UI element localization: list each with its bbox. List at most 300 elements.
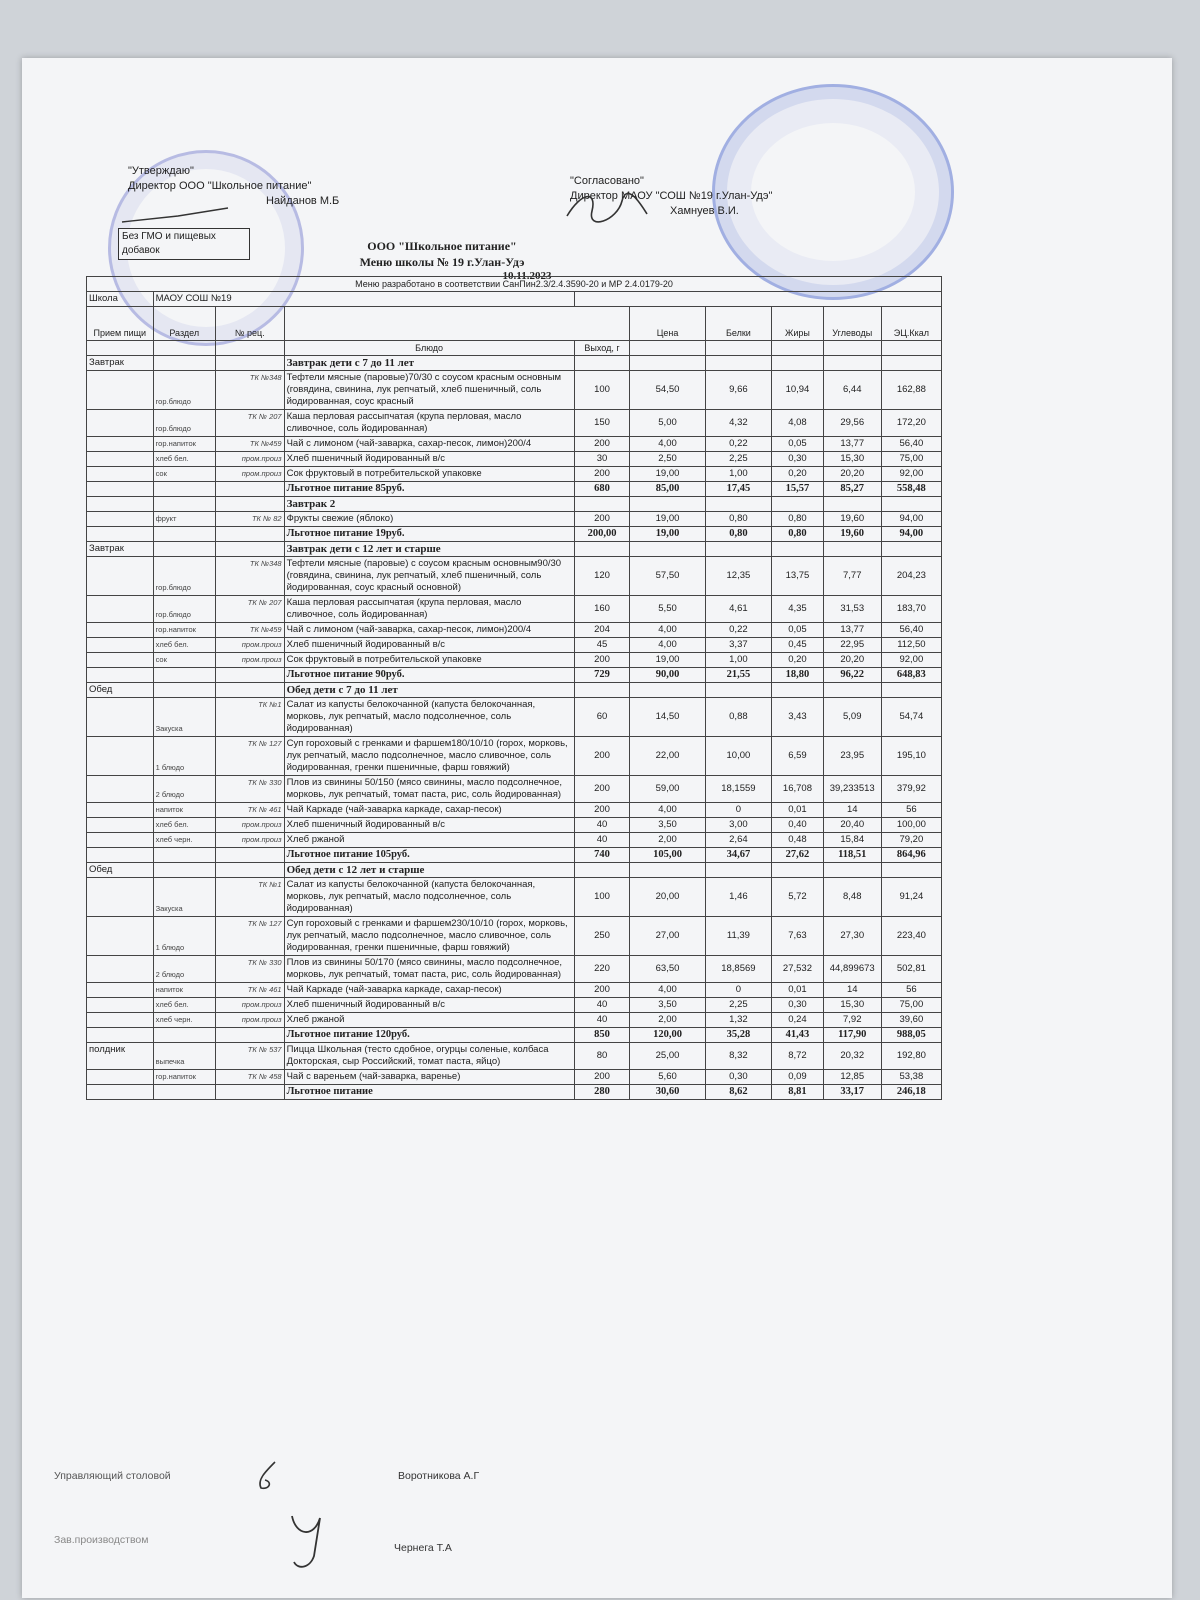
dish-name: Фрукты свежие (яблоко)	[284, 512, 574, 527]
dish-kcal: 192,80	[881, 1043, 941, 1070]
dish-section: хлеб бел.	[153, 818, 215, 833]
dish-row	[87, 452, 942, 467]
dish-recipe: ТК №459	[215, 437, 284, 452]
dish-section: 2 блюдо	[153, 776, 215, 803]
dish-fat: 0,45	[772, 638, 824, 653]
dish-protein: 0	[705, 983, 772, 998]
total-row	[87, 1028, 942, 1043]
dish-row	[87, 803, 942, 818]
dish-protein: 18,8569	[705, 956, 772, 983]
dish-carbs: 15,30	[823, 998, 881, 1013]
dish-name: Чай с лимоном (чай-заварка, сахар-песок, лимон)200/4	[284, 437, 574, 452]
total-label: Льготное питание 90руб.	[284, 668, 574, 683]
dish-output: 40	[574, 1013, 630, 1028]
dish-protein: 0,80	[705, 512, 772, 527]
dish-kcal: 502,81	[881, 956, 941, 983]
dish-fat: 16,708	[772, 776, 824, 803]
dish-price: 22,00	[630, 737, 705, 776]
dish-fat: 0,30	[772, 998, 824, 1013]
dish-name: Хлеб пшеничный йодированный в/с	[284, 818, 574, 833]
dish-section: напиток	[153, 983, 215, 998]
total-carbs: 118,51	[823, 848, 881, 863]
total-price: 85,00	[630, 482, 705, 497]
total-output: 729	[574, 668, 630, 683]
dish-price: 3,50	[630, 818, 705, 833]
dish-fat: 0,48	[772, 833, 824, 848]
dish-fat: 10,94	[772, 371, 824, 410]
dish-output: 200	[574, 512, 630, 527]
dish-protein: 1,46	[705, 878, 772, 917]
dish-carbs: 5,09	[823, 698, 881, 737]
dish-fat: 0,40	[772, 818, 824, 833]
dish-protein: 1,00	[705, 653, 772, 668]
school-row	[87, 292, 942, 307]
dish-name: Чай Каркаде (чай-заварка каркаде, сахар-песок)	[284, 983, 574, 998]
recipe-cell	[215, 482, 284, 497]
total-output: 680	[574, 482, 630, 497]
total-fat: 15,57	[772, 482, 824, 497]
dish-fat: 27,532	[772, 956, 824, 983]
dish-name: Хлеб пшеничный йодированный в/с	[284, 998, 574, 1013]
empty-cell	[630, 356, 705, 371]
empty-cell	[630, 542, 705, 557]
recipe-cell	[215, 848, 284, 863]
total-price: 90,00	[630, 668, 705, 683]
manager-signature	[247, 1458, 287, 1494]
dish-protein: 1,32	[705, 1013, 772, 1028]
dish-fat: 8,72	[772, 1043, 824, 1070]
col-price: Цена	[630, 307, 705, 341]
dish-fat: 0,80	[772, 512, 824, 527]
meal-cell	[87, 818, 154, 833]
dish-carbs: 8,48	[823, 878, 881, 917]
dish-kcal: 39,60	[881, 1013, 941, 1028]
dish-output: 200	[574, 803, 630, 818]
column-header-row	[87, 307, 942, 341]
dish-price: 63,50	[630, 956, 705, 983]
menu-table-wrap	[86, 276, 942, 1100]
dish-recipe: пром.произ	[215, 467, 284, 482]
dish-fat: 4,35	[772, 596, 824, 623]
meal-cell	[87, 497, 154, 512]
dish-price: 4,00	[630, 437, 705, 452]
dish-protein: 3,00	[705, 818, 772, 833]
empty-cell	[772, 542, 824, 557]
dish-output: 100	[574, 878, 630, 917]
total-price: 120,00	[630, 1028, 705, 1043]
dish-name: Каша перловая рассыпчатая (крупа перловая, масло сливочное, соль йодированная)	[284, 596, 574, 623]
dish-kcal: 75,00	[881, 452, 941, 467]
dish-price: 57,50	[630, 557, 705, 596]
col-recipe: № рец.	[215, 307, 284, 341]
empty-cell	[574, 356, 630, 371]
meal-cell	[87, 638, 154, 653]
dish-section: хлеб черн.	[153, 1013, 215, 1028]
dish-section: гор.блюдо	[153, 410, 215, 437]
empty-cell	[705, 542, 772, 557]
column-subheader-row	[87, 341, 942, 356]
dish-carbs: 20,40	[823, 818, 881, 833]
col-dish: Блюдо	[284, 341, 574, 356]
meal-cell	[87, 557, 154, 596]
dish-protein: 1,00	[705, 467, 772, 482]
dish-recipe: пром.произ	[215, 998, 284, 1013]
dish-row	[87, 623, 942, 638]
dish-carbs: 6,44	[823, 371, 881, 410]
dish-recipe: пром.произ	[215, 833, 284, 848]
dish-protein: 3,37	[705, 638, 772, 653]
total-kcal: 648,83	[881, 668, 941, 683]
meal-cell	[87, 653, 154, 668]
dish-recipe: пром.произ	[215, 638, 284, 653]
section-cell	[153, 668, 215, 683]
dish-carbs: 39,233513	[823, 776, 881, 803]
section-heading: Завтрак дети с 12 лет и старше	[284, 542, 574, 557]
dish-price: 25,00	[630, 1043, 705, 1070]
section-heading: Завтрак 2	[284, 497, 574, 512]
dish-fat: 3,43	[772, 698, 824, 737]
dish-section: фрукт	[153, 512, 215, 527]
dish-kcal: 183,70	[881, 596, 941, 623]
dish-protein: 2,25	[705, 452, 772, 467]
menu-table-body	[87, 277, 942, 1100]
no-gmo-line1: Без ГМО и пищевых	[122, 231, 216, 242]
meal-cell	[87, 1085, 154, 1100]
dish-fat: 0,20	[772, 653, 824, 668]
empty-cell	[823, 542, 881, 557]
dish-kcal: 94,00	[881, 512, 941, 527]
recipe-cell	[215, 497, 284, 512]
dish-carbs: 31,53	[823, 596, 881, 623]
agree-name: Хамнуев В.И.	[670, 205, 739, 217]
dish-fat: 0,05	[772, 437, 824, 452]
dish-section: гор.напиток	[153, 623, 215, 638]
section-cell	[153, 527, 215, 542]
approve-name: Найданов М.Б	[266, 195, 340, 207]
dish-recipe: ТК №348	[215, 557, 284, 596]
director-signature	[562, 186, 652, 226]
dish-price: 3,50	[630, 998, 705, 1013]
total-carbs: 85,27	[823, 482, 881, 497]
dish-kcal: 91,24	[881, 878, 941, 917]
dish-recipe: ТК №1	[215, 878, 284, 917]
dish-carbs: 7,92	[823, 1013, 881, 1028]
dish-output: 40	[574, 833, 630, 848]
total-protein: 8,62	[705, 1085, 772, 1100]
dish-carbs: 13,77	[823, 623, 881, 638]
empty-cell	[630, 863, 705, 878]
dish-kcal: 112,50	[881, 638, 941, 653]
dish-name: Чай Каркаде (чай-заварка каркаде, сахар-песок)	[284, 803, 574, 818]
section-cell	[153, 356, 215, 371]
dish-output: 200	[574, 776, 630, 803]
dish-carbs: 20,20	[823, 653, 881, 668]
dish-fat: 0,05	[772, 623, 824, 638]
total-label: Льготное питание 105руб.	[284, 848, 574, 863]
dish-name: Сок фруктовый в потребительской упаковке	[284, 653, 574, 668]
menu-title: Меню школы № 19 г.Улан-Удэ	[359, 255, 525, 269]
approver-signature	[118, 198, 238, 228]
dish-row	[87, 818, 942, 833]
dish-section: хлеб бел.	[153, 452, 215, 467]
meal-cell	[87, 1070, 154, 1085]
empty-cell	[772, 863, 824, 878]
total-fat: 41,43	[772, 1028, 824, 1043]
dish-carbs: 14	[823, 803, 881, 818]
empty-cell	[772, 497, 824, 512]
total-output: 850	[574, 1028, 630, 1043]
dish-row	[87, 878, 942, 917]
total-output: 200,00	[574, 527, 630, 542]
dish-recipe: ТК № 127	[215, 917, 284, 956]
dish-section: хлеб черн.	[153, 833, 215, 848]
dish-recipe: ТК № 207	[215, 596, 284, 623]
dish-fat: 0,24	[772, 1013, 824, 1028]
empty-cell	[881, 542, 941, 557]
dish-name: Хлеб ржаной	[284, 1013, 574, 1028]
dish-output: 220	[574, 956, 630, 983]
total-row	[87, 848, 942, 863]
dish-protein: 0,30	[705, 1070, 772, 1085]
dish-carbs: 12,85	[823, 1070, 881, 1085]
dish-recipe: ТК № 461	[215, 983, 284, 998]
dish-row	[87, 956, 942, 983]
approve-title: "Утверждаю"	[128, 165, 194, 177]
total-protein: 17,45	[705, 482, 772, 497]
total-fat: 8,81	[772, 1085, 824, 1100]
dish-name: Хлеб пшеничный йодированный в/с	[284, 638, 574, 653]
dish-recipe: ТК № 458	[215, 1070, 284, 1085]
total-price: 30,60	[630, 1085, 705, 1100]
dish-price: 19,00	[630, 467, 705, 482]
dish-protein: 10,00	[705, 737, 772, 776]
dish-section: хлеб бел.	[153, 998, 215, 1013]
total-kcal: 94,00	[881, 527, 941, 542]
meal-label: Обед	[87, 863, 154, 878]
meal-cell	[87, 668, 154, 683]
dish-recipe: ТК № 537	[215, 1043, 284, 1070]
meal-cell	[87, 878, 154, 917]
dish-name: Сок фруктовый в потребительской упаковке	[284, 467, 574, 482]
dish-section: Закуска	[153, 698, 215, 737]
total-fat: 18,80	[772, 668, 824, 683]
dish-row	[87, 1070, 942, 1085]
note-row	[87, 277, 942, 292]
dish-protein: 2,64	[705, 833, 772, 848]
dish-fat: 13,75	[772, 557, 824, 596]
col-meal: Прием пищи	[87, 307, 154, 341]
dish-price: 4,00	[630, 803, 705, 818]
dish-name: Чай с лимоном (чай-заварка, сахар-песок, лимон)200/4	[284, 623, 574, 638]
empty-cell	[705, 497, 772, 512]
dish-name: Тефтели мясные (паровые)70/30 с соусом красным основным (говядина, свинина, лук репчатый, хлеб пшеничный, соль йодированная, соус красный	[284, 371, 574, 410]
dish-output: 200	[574, 983, 630, 998]
dish-kcal: 195,10	[881, 737, 941, 776]
total-protein: 35,28	[705, 1028, 772, 1043]
dish-output: 40	[574, 998, 630, 1013]
dish-fat: 0,30	[772, 452, 824, 467]
recipe-cell	[215, 683, 284, 698]
col-protein: Белки	[705, 307, 772, 341]
dish-recipe: ТК № 82	[215, 512, 284, 527]
dish-row	[87, 776, 942, 803]
meal-label: Завтрак	[87, 356, 154, 371]
section-cell	[153, 497, 215, 512]
school-value: МАОУ СОШ №19	[153, 292, 574, 307]
dish-price: 19,00	[630, 512, 705, 527]
meal-cell	[87, 776, 154, 803]
total-fat: 0,80	[772, 527, 824, 542]
section-heading-row	[87, 683, 942, 698]
dish-carbs: 20,32	[823, 1043, 881, 1070]
dish-recipe: ТК № 207	[215, 410, 284, 437]
dish-kcal: 92,00	[881, 467, 941, 482]
dish-price: 5,60	[630, 1070, 705, 1085]
empty-cell	[881, 356, 941, 371]
dish-recipe: ТК №1	[215, 698, 284, 737]
menu-table	[86, 276, 942, 1100]
meal-cell	[87, 623, 154, 638]
empty-cell	[881, 863, 941, 878]
section-heading-row	[87, 542, 942, 557]
total-carbs: 19,60	[823, 527, 881, 542]
dish-price: 4,00	[630, 983, 705, 998]
manager-label: Управляющий столовой	[54, 1470, 171, 1482]
total-kcal: 246,18	[881, 1085, 941, 1100]
col-output: Выход, г	[574, 341, 630, 356]
meal-cell	[87, 833, 154, 848]
dish-price: 5,50	[630, 596, 705, 623]
col-carbs: Углеводы	[823, 307, 881, 341]
section-cell	[153, 1085, 215, 1100]
dish-row	[87, 1013, 942, 1028]
dish-recipe: пром.произ	[215, 818, 284, 833]
dish-name: Тефтели мясные (паровые) с соусом красным основным90/30 (говядина, свинина, лук репчатый, хлеб пшеничный, соль йодированная, соус красный основной)	[284, 557, 574, 596]
empty-cell	[574, 683, 630, 698]
dish-carbs: 29,56	[823, 410, 881, 437]
dish-output: 150	[574, 410, 630, 437]
dish-section: сок	[153, 653, 215, 668]
dish-row	[87, 596, 942, 623]
section-heading-row	[87, 497, 942, 512]
dish-recipe: ТК № 461	[215, 803, 284, 818]
total-carbs: 117,90	[823, 1028, 881, 1043]
dish-carbs: 13,77	[823, 437, 881, 452]
dish-recipe: пром.произ	[215, 653, 284, 668]
approve-position: Директор ООО "Школьное питание"	[128, 180, 312, 192]
dish-carbs: 15,84	[823, 833, 881, 848]
dish-name: Хлеб ржаной	[284, 833, 574, 848]
total-output: 740	[574, 848, 630, 863]
dish-carbs: 22,95	[823, 638, 881, 653]
dish-carbs: 20,20	[823, 467, 881, 482]
dish-row	[87, 638, 942, 653]
dish-output: 200	[574, 437, 630, 452]
recipe-cell	[215, 527, 284, 542]
dish-output: 200	[574, 1070, 630, 1085]
dish-section: Закуска	[153, 878, 215, 917]
dish-recipe: ТК №459	[215, 623, 284, 638]
menu-date: 10.11.2023	[502, 270, 552, 282]
meal-cell	[87, 437, 154, 452]
dish-row	[87, 557, 942, 596]
dish-kcal: 100,00	[881, 818, 941, 833]
empty-cell	[574, 497, 630, 512]
developed-note: Меню разработано в соответствии СанПин2.3/2.4.3590-20 и МР 2.4.0179-20	[87, 277, 942, 292]
recipe-cell	[215, 1028, 284, 1043]
menu-document-page	[22, 58, 1172, 1598]
dish-carbs: 23,95	[823, 737, 881, 776]
agree-position: Директор МАОУ "СОШ №19 г.Улан-Удэ"	[570, 190, 773, 202]
dish-protein: 9,66	[705, 371, 772, 410]
dish-price: 2,00	[630, 833, 705, 848]
meal-cell	[87, 803, 154, 818]
dish-price: 2,50	[630, 452, 705, 467]
meal-cell	[87, 848, 154, 863]
dish-output: 40	[574, 818, 630, 833]
dish-protein: 12,35	[705, 557, 772, 596]
dish-protein: 18,1559	[705, 776, 772, 803]
col-fat: Жиры	[772, 307, 824, 341]
dish-output: 200	[574, 467, 630, 482]
meal-cell	[87, 482, 154, 497]
dish-section: хлеб бел.	[153, 638, 215, 653]
dish-protein: 0,88	[705, 698, 772, 737]
meal-cell	[87, 998, 154, 1013]
empty-cell	[574, 863, 630, 878]
dish-price: 14,50	[630, 698, 705, 737]
empty-cell	[881, 683, 941, 698]
dish-output: 204	[574, 623, 630, 638]
dish-section: гор.блюдо	[153, 371, 215, 410]
total-label: Льготное питание	[284, 1085, 574, 1100]
dish-row	[87, 737, 942, 776]
meal-cell	[87, 1028, 154, 1043]
agree-title: "Согласовано"	[570, 175, 644, 187]
dish-protein: 0,22	[705, 623, 772, 638]
section-cell	[153, 482, 215, 497]
section-cell	[153, 1028, 215, 1043]
manager-name: Воротникова А.Г	[398, 1470, 480, 1482]
recipe-cell	[215, 356, 284, 371]
dish-kcal: 56,40	[881, 623, 941, 638]
section-cell	[153, 542, 215, 557]
dish-fat: 7,63	[772, 917, 824, 956]
meal-label: Обед	[87, 683, 154, 698]
dish-section: гор.блюдо	[153, 596, 215, 623]
dish-row	[87, 371, 942, 410]
production-signature	[284, 1496, 344, 1576]
dish-protein: 4,61	[705, 596, 772, 623]
total-row	[87, 668, 942, 683]
dish-name: Хлеб пшеничный йодированный в/с	[284, 452, 574, 467]
dish-section: 1 блюдо	[153, 737, 215, 776]
dish-protein: 0,22	[705, 437, 772, 452]
dish-protein: 2,25	[705, 998, 772, 1013]
meal-cell	[87, 956, 154, 983]
dish-recipe: ТК № 330	[215, 776, 284, 803]
empty-cell	[705, 863, 772, 878]
meal-cell	[87, 917, 154, 956]
meal-cell	[87, 1013, 154, 1028]
dish-carbs: 15,30	[823, 452, 881, 467]
total-row	[87, 1085, 942, 1100]
dish-fat: 6,59	[772, 737, 824, 776]
dish-row	[87, 698, 942, 737]
dish-kcal: 79,20	[881, 833, 941, 848]
dish-name: Салат из капусты белокочанной (капуста белокочанная, морковь, лук репчатый, масло подсолнечное, соль йодированная)	[284, 878, 574, 917]
section-cell	[153, 863, 215, 878]
